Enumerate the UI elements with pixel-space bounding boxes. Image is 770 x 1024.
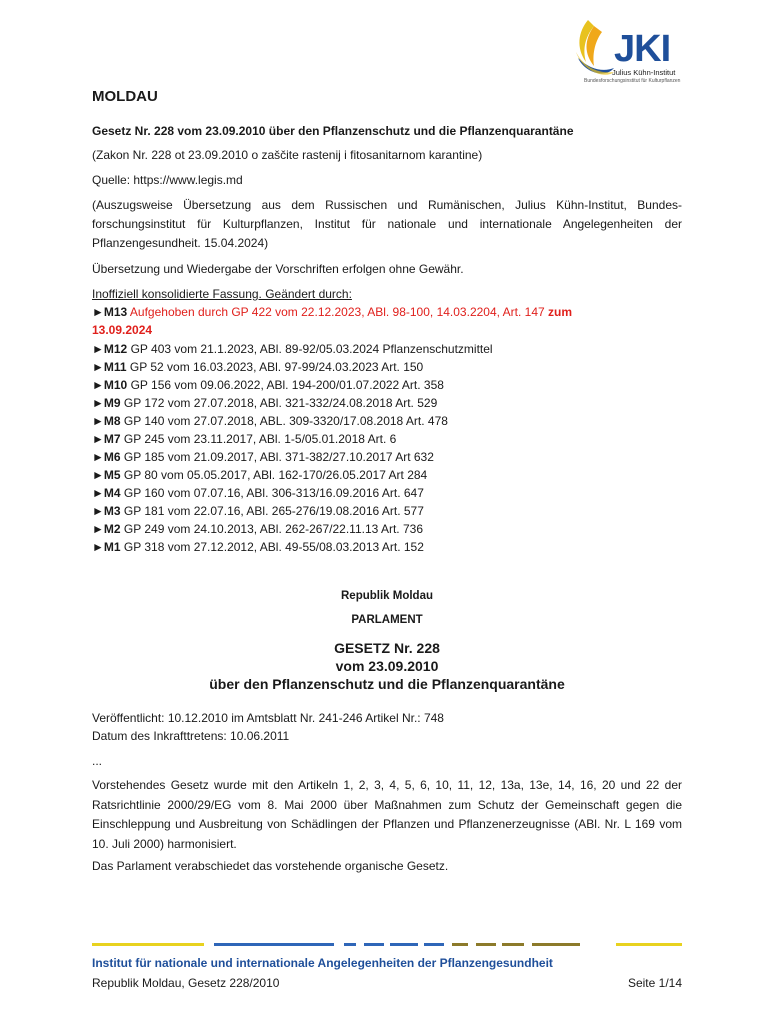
country-title: MOLDAU [92,88,158,105]
amendment-text: GP 403 vom 21.1.2023, ABl. 89-92/05.03.2024 Pflanzenschutzmittel [130,342,493,356]
amendment-item [92,358,423,376]
amendment-text: GP 156 vom 09.06.2022, ABl. 194-200/01.07.2022 Art. 358 [130,378,444,392]
footer-divider-segment [92,943,204,946]
amendment-item [92,340,493,358]
amendment-marker: ►M1 [92,540,121,554]
footer-institute: Institut für nationale und internationale Angelegenheiten der Pflanzengesundheit [92,956,553,970]
amendment-text: GP 52 vom 16.03.2023, ABl. 97-99/24.03.2023 Art. 150 [129,360,424,374]
amendment-marker: ►M6 [92,450,121,464]
parliament-label: PARLAMENT [351,614,423,626]
effective-line: Datum des Inkrafttretens: 10.06.2011 [92,729,290,743]
amendment-marker: ►M4 [92,486,121,500]
footer-divider-segment [364,943,384,946]
adopted-line: Das Parlament verabschiedet das vorstehende organische Gesetz. [92,859,449,873]
amendment-text: Aufgehoben durch GP 422 vom 22.12.2023, ABl. 98-100, 14.03.2204, Art. 147 [129,305,545,319]
footer-divider-segment [390,943,418,946]
logo-wordmark: JKI [614,28,671,70]
amendment-item [92,394,437,412]
amendment-item [92,466,427,484]
logo-subtitle: Julius Kühn-Institut [612,68,676,77]
republic-label: Republik Moldau [341,590,433,602]
amendment-marker: ►M12 [92,342,128,356]
disclaimer: Übersetzung und Wiedergabe der Vorschriften erfolgen ohne Gewähr. [92,262,464,276]
footer-divider-segment [502,943,524,946]
amendment-item [92,412,448,430]
amendment-item [92,538,424,556]
amendment-date-a: zum [548,305,573,319]
amendment-marker: ►M7 [92,432,121,446]
amendment-marker: ►M3 [92,504,121,518]
footer-divider-segment [476,943,496,946]
footer-divider-segment [532,943,580,946]
footer-divider-segment [214,943,334,946]
footer-divider-segment [452,943,468,946]
law-title-line1: GESETZ Nr. 228 [334,640,440,656]
amendment-marker: ►M8 [92,414,121,428]
amendments-heading: Inoffiziell konsolidierte Fassung. Geändert durch: [92,287,352,301]
amendment-marker: ►M9 [92,396,121,410]
amendment-item [92,502,424,520]
amendment-item [92,448,434,466]
amendment-item [92,430,396,448]
amendment-marker: ►M13 [92,305,128,319]
source-line: Quelle: https://www.legis.md [92,173,243,187]
amendment-text: GP 140 vom 27.07.2018, ABL. 309-3320/17.08.2018 Art. 478 [123,414,448,428]
law-title-line3: über den Pflanzenschutz und die Pflanzenquarantäne [209,676,565,692]
amendment-text: GP 249 vom 24.10.2013, ABl. 262-267/22.11.13 Art. 736 [123,522,423,536]
amendment-m13 [92,303,682,339]
footer-divider-segment [424,943,444,946]
amendment-text: GP 185 vom 21.09.2017, ABl. 371-382/27.10.2017 Art 632 [123,450,434,464]
amendment-item [92,376,444,394]
law-heading: Gesetz Nr. 228 vom 23.09.2010 über den Pflanzenschutz und die Pflanzenquarantäne [92,124,574,138]
amendment-text: GP 318 vom 27.12.2012, ABl. 49-55/08.03.2013 Art. 152 [123,540,424,554]
amendment-text: GP 181 vom 22.07.16, ABl. 265-276/19.08.2016 Art. 577 [123,504,424,518]
amendment-text: GP 160 vom 07.07.16, ABl. 306-313/16.09.2016 Art. 647 [123,486,424,500]
amendment-item [92,520,423,538]
footer-divider-segment [344,943,356,946]
footer-document: Republik Moldau, Gesetz 228/2010 [92,976,280,990]
amendment-item [92,484,424,502]
amendment-marker: ►M2 [92,522,121,536]
amendment-marker: ►M5 [92,468,121,482]
footer-page-number: Seite 1/14 [627,976,682,990]
original-title: (Zakon Nr. 228 ot 23.09.2010 o zaščite rastenij i fitosanitarnom karantine) [92,148,483,162]
law-title-line2: vom 23.09.2010 [335,658,439,674]
ellipsis: ... [92,754,103,768]
footer-divider-segment [616,943,682,946]
amendment-text: GP 80 vom 05.05.2017, ABl. 162-170/26.05.2017 Art 284 [123,468,428,482]
amendment-marker: ►M10 [92,378,128,392]
published-line: Veröffentlicht: 10.12.2010 im Amtsblatt Nr. 241-246 Artikel Nr.: 748 [92,711,444,725]
amendment-marker: ►M11 [92,360,127,374]
amendment-text: GP 245 vom 23.11.2017, ABl. 1-5/05.01.2018 Art. 6 [123,432,397,446]
body-paragraph: Vorstehendes Gesetz wurde mit den Artikeln 1, 2, 3, 4, 5, 6, 10, 11, 12, 13a, 13e, 14, 16, 20 und 22 der Ratsrichtlinie 2000/29/EG vom 8. Mai 2000 über Maßnahmen zum Schutz der Gemeinschaft gegen die Einschleppung und Ausbreitung von Schädlingen der Pflanzen und Pflanzenerzeugnisse (ABl. Nr. L 169 vom 10. Juli 2000) harmonisiert. [92,778,682,851]
amendment-date-b: 13.09.2024 [92,323,153,337]
translation-note: (Auszugsweise Übersetzung aus dem Russischen und Rumänischen, Julius Kühn-Institut, Bundes-forschungsinstitut für Kulturpflanzen, Institut für nationale und internationale Angelegenheiten der Pflanzengesundheit. 15.04.2024) [92,198,682,250]
amendment-text: GP 172 vom 27.07.2018, ABl. 321-332/24.08.2018 Art. 529 [123,396,438,410]
logo-tagline: Bundesforschungsinstitut für Kulturpflanzen [584,78,681,84]
